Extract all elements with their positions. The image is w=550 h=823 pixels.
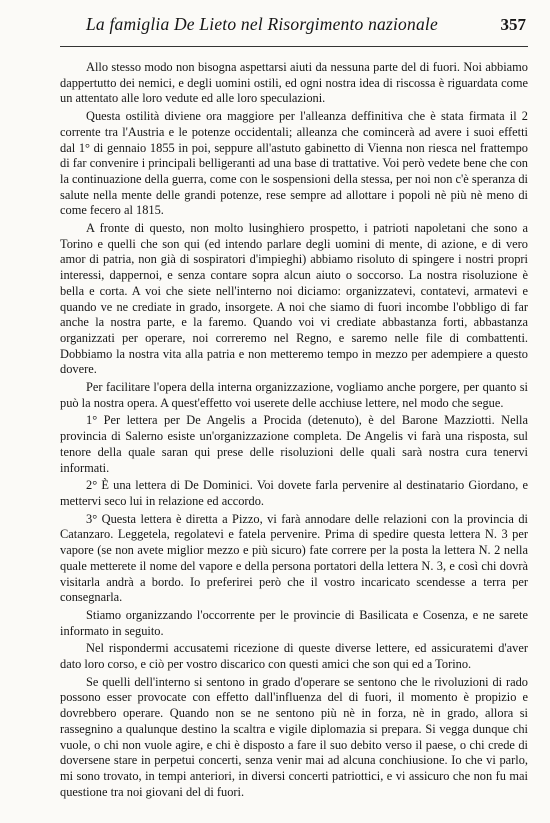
body-text xyxy=(60,60,528,800)
header-rule xyxy=(60,46,528,47)
paragraph: Nel rispondermi accusatemi ricezione di queste diverse lettere, ed assicuratemi d'aver dato loro corso, e ciò per vostro discarico con questi amici che son qui ed a Torino. xyxy=(60,641,528,672)
paragraph: 1° Per lettera per De Angelis a Procida (detenuto), è del Barone Mazziotti. Nella provincia di Salerno esiste un'organizzazione completa. De Angelis vi farà una risposta, sul tenore della quale saran qui prese delle risoluzioni delle quali sarà nostra cura tenervi informati. xyxy=(60,413,528,475)
page-number: 357 xyxy=(500,15,526,34)
running-header xyxy=(86,14,526,38)
paragraph: Allo stesso modo non bisogna aspettarsi aiuti da nessuna parte del di fuori. Noi abbiamo dappertutto dei nemici, e degli uomini ostili, ed ogni nostra idea di riscossa è riguardata come un attentato alle loro vedute ed alle loro speculazioni. xyxy=(60,60,528,106)
paragraph: Questa ostilità diviene ora maggiore per l'alleanza deffinitiva che è stata firmata il 2 corrente tra l'Austria e le potenze occidentali; alleanza che comincerà ad avere i suoi effetti dal 1° di gennaio 1855 in poi, seppure all'astuto gabinetto di Vienna non riesca nel frattempo di far convenire i principali belligeranti ad una base di trattative. Voi però vedete bene che con la continuazione della guerra, come con le sospensioni della stessa, per noi non c'è speranza di salute nella mente delle grandi potenze, rese sempre ad allottare i popoli nè più nè meno di come fecero al 1815. xyxy=(60,109,528,218)
paragraph: 3° Questa lettera è diretta a Pizzo, vi farà annodare delle relazioni con la provincia di Catanzaro. Leggetela, regolatevi e fatela pervenire. Prima di spedire questa lettera N. 3 per vapore (se non avete miglior mezzo e più sicuro) fate correre per la posta la lettera N. 2 nella quale metterete il nome del vapore e della persona portatori della lettera N. 3, e così chi dovrà visitarla andrà a bordo. Io preferirei però che il vostro incaricato scendesse a terra per consegnarla. xyxy=(60,511,528,605)
paragraph: A fronte di questo, non molto lusinghiero prospetto, i patrioti napoletani che sono a Torino e quelli che son qui (ed intendo parlare degli uomini di mente, di azione, e di vero amor di patria, non già di sospiratori d'impieghi) abbiamo risoluto di spingere i nostri propri interessi, dappernoi, e senza contare sopra alcun aiuto o soccorso. La nostra risoluzione è bella e corta. A voi che siete nell'interno noi diciamo: organizzatevi, contatevi, armatevi e quando ve ne crediate in grado, insorgete. A noi che siamo di fuori incombe l'obbligo di far anche la nostra parte, e la faremo. Quando voi vi crediate abbastanza forti, abbastanza organizzati per operare, noi correremo nel Regno, e saremo nelle file di combattenti. Dobbiamo la nostra vita alla patria e non metteremo tempo in mezzo per adempiere a questo dovere. xyxy=(60,221,528,377)
running-title: La famiglia De Lieto nel Risorgimento nazionale xyxy=(86,14,438,34)
paragraph: 2° È una lettera di De Dominici. Voi dovete farla pervenire al destinatario Giordano, e mettervi seco lui in relazione ed accordo. xyxy=(60,478,528,508)
paragraph: Per facilitare l'opera della interna organizzazione, vogliamo anche porgere, per quanto si può la nostra opera. A quest'effetto voi userete delle acchiuse lettere, nel modo che segue. xyxy=(60,380,528,410)
paragraph: Se quelli dell'interno si sentono in grado d'operare se sentono che le rivoluzioni di rado possono esser provocate con effetto dall'influenza del di fuori, il momento è propizio e dovrebbero operare. Quando non se ne sentono più nè in forza, nè in grado, allora si rassegnino a qualunque destino la scaltra e vigile diplomazia si prepara. Si vegga dunque chi vuole, o chi non vuole agire, e chi è disposto a fare il suo debito verso il paese, o chi crede di doversene stare in perpetui concerti, senza venir mai ad alcuna conchiusione. Io che vi parlo, mi sono trovato, in tempi anteriori, in diversi concerti patriottici, e vi assicuro che non fu mai questione tra noi giovani del di fuori. xyxy=(60,674,528,799)
paragraph: Stiamo organizzando l'occorrente per le provincie di Basilicata e Cosenza, e ne sarete informato in seguito. xyxy=(60,607,528,638)
